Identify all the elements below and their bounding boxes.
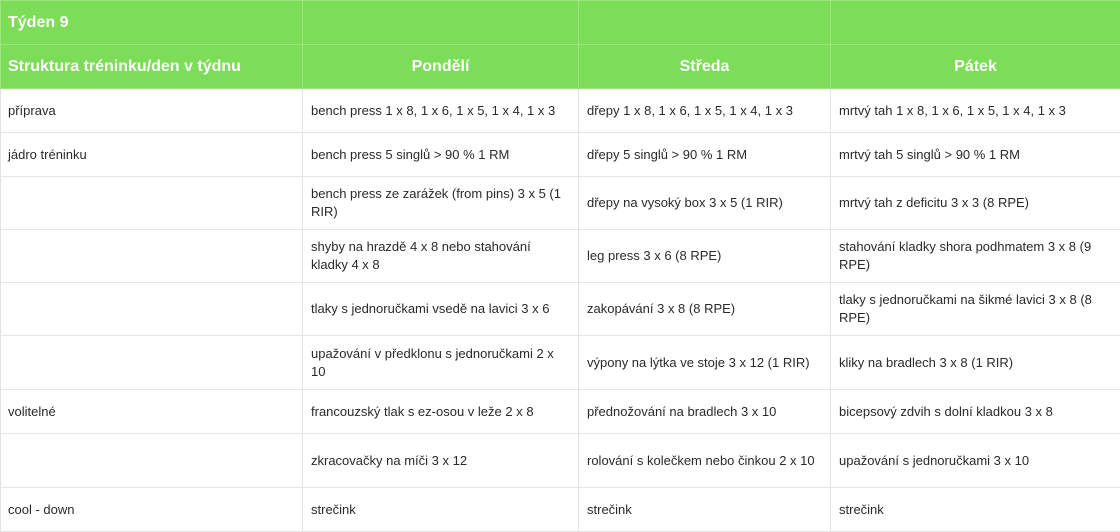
friday-exercise: bicepsový zdvih s dolní kladkou 3 x 8 xyxy=(831,390,1120,434)
friday-exercise: upažování s jednoručkami 3 x 10 xyxy=(831,434,1120,488)
monday-exercise: tlaky s jednoručkami vsedě na lavici 3 x 6 xyxy=(303,283,579,336)
section-label xyxy=(1,434,303,488)
wednesday-exercise: rolování s kolečkem nebo činkou 2 x 10 xyxy=(579,434,831,488)
section-label xyxy=(1,230,303,283)
monday-exercise: shyby na hrazdě 4 x 8 nebo stahování kladky 4 x 8 xyxy=(303,230,579,283)
week-title-empty-cell xyxy=(831,1,1120,45)
wednesday-exercise: přednožování na bradlech 3 x 10 xyxy=(579,390,831,434)
wednesday-exercise: dřepy na vysoký box 3 x 5 (1 RIR) xyxy=(579,177,831,230)
section-label: příprava xyxy=(1,89,303,133)
section-label xyxy=(1,336,303,390)
table-row xyxy=(1,336,1120,390)
friday-exercise: mrtvý tah 1 x 8, 1 x 6, 1 x 5, 1 x 4, 1 x 3 xyxy=(831,89,1120,133)
week-title-empty-cell xyxy=(579,1,831,45)
wednesday-exercise: dřepy 1 x 8, 1 x 6, 1 x 5, 1 x 4, 1 x 3 xyxy=(579,89,831,133)
table-row xyxy=(1,283,1120,336)
wednesday-exercise: výpony na lýtka ve stoje 3 x 12 (1 RIR) xyxy=(579,336,831,390)
wednesday-exercise: leg press 3 x 6 (8 RPE) xyxy=(579,230,831,283)
wednesday-exercise: strečink xyxy=(579,488,831,532)
column-header-wednesday: Středa xyxy=(579,45,831,89)
monday-exercise: zkracovačky na míči 3 x 12 xyxy=(303,434,579,488)
table-row xyxy=(1,177,1120,230)
column-header-row xyxy=(1,45,1120,89)
column-header-monday: Pondělí xyxy=(303,45,579,89)
monday-exercise: francouzský tlak s ez-osou v leže 2 x 8 xyxy=(303,390,579,434)
friday-exercise: mrtvý tah z deficitu 3 x 3 (8 RPE) xyxy=(831,177,1120,230)
section-label xyxy=(1,177,303,230)
section-label: jádro tréninku xyxy=(1,133,303,177)
section-label: cool - down xyxy=(1,488,303,532)
table-row xyxy=(1,133,1120,177)
friday-exercise: mrtvý tah 5 singlů > 90 % 1 RM xyxy=(831,133,1120,177)
friday-exercise: stahování kladky shora podhmatem 3 x 8 (9 RPE) xyxy=(831,230,1120,283)
monday-exercise: bench press 5 singlů > 90 % 1 RM xyxy=(303,133,579,177)
section-label: volitelné xyxy=(1,390,303,434)
monday-exercise: bench press 1 x 8, 1 x 6, 1 x 5, 1 x 4, 1 x 3 xyxy=(303,89,579,133)
column-header-friday: Pátek xyxy=(831,45,1120,89)
week-title: Týden 9 xyxy=(1,1,303,45)
table-row xyxy=(1,89,1120,133)
wednesday-exercise: zakopávání 3 x 8 (8 RPE) xyxy=(579,283,831,336)
monday-exercise: strečink xyxy=(303,488,579,532)
week-title-empty-cell xyxy=(303,1,579,45)
table-row xyxy=(1,434,1120,488)
friday-exercise: strečink xyxy=(831,488,1120,532)
monday-exercise: upažování v předklonu s jednoručkami 2 x 10 xyxy=(303,336,579,390)
column-header-structure: Struktura tréninku/den v týdnu xyxy=(1,45,303,89)
friday-exercise: tlaky s jednoručkami na šikmé lavici 3 x 8 (8 RPE) xyxy=(831,283,1120,336)
section-label xyxy=(1,283,303,336)
table-row xyxy=(1,488,1120,532)
table-row xyxy=(1,230,1120,283)
wednesday-exercise: dřepy 5 singlů > 90 % 1 RM xyxy=(579,133,831,177)
table-row xyxy=(1,390,1120,434)
monday-exercise: bench press ze zarážek (from pins) 3 x 5 (1 RIR) xyxy=(303,177,579,230)
friday-exercise: kliky na bradlech 3 x 8 (1 RIR) xyxy=(831,336,1120,390)
week-title-row xyxy=(1,1,1120,45)
